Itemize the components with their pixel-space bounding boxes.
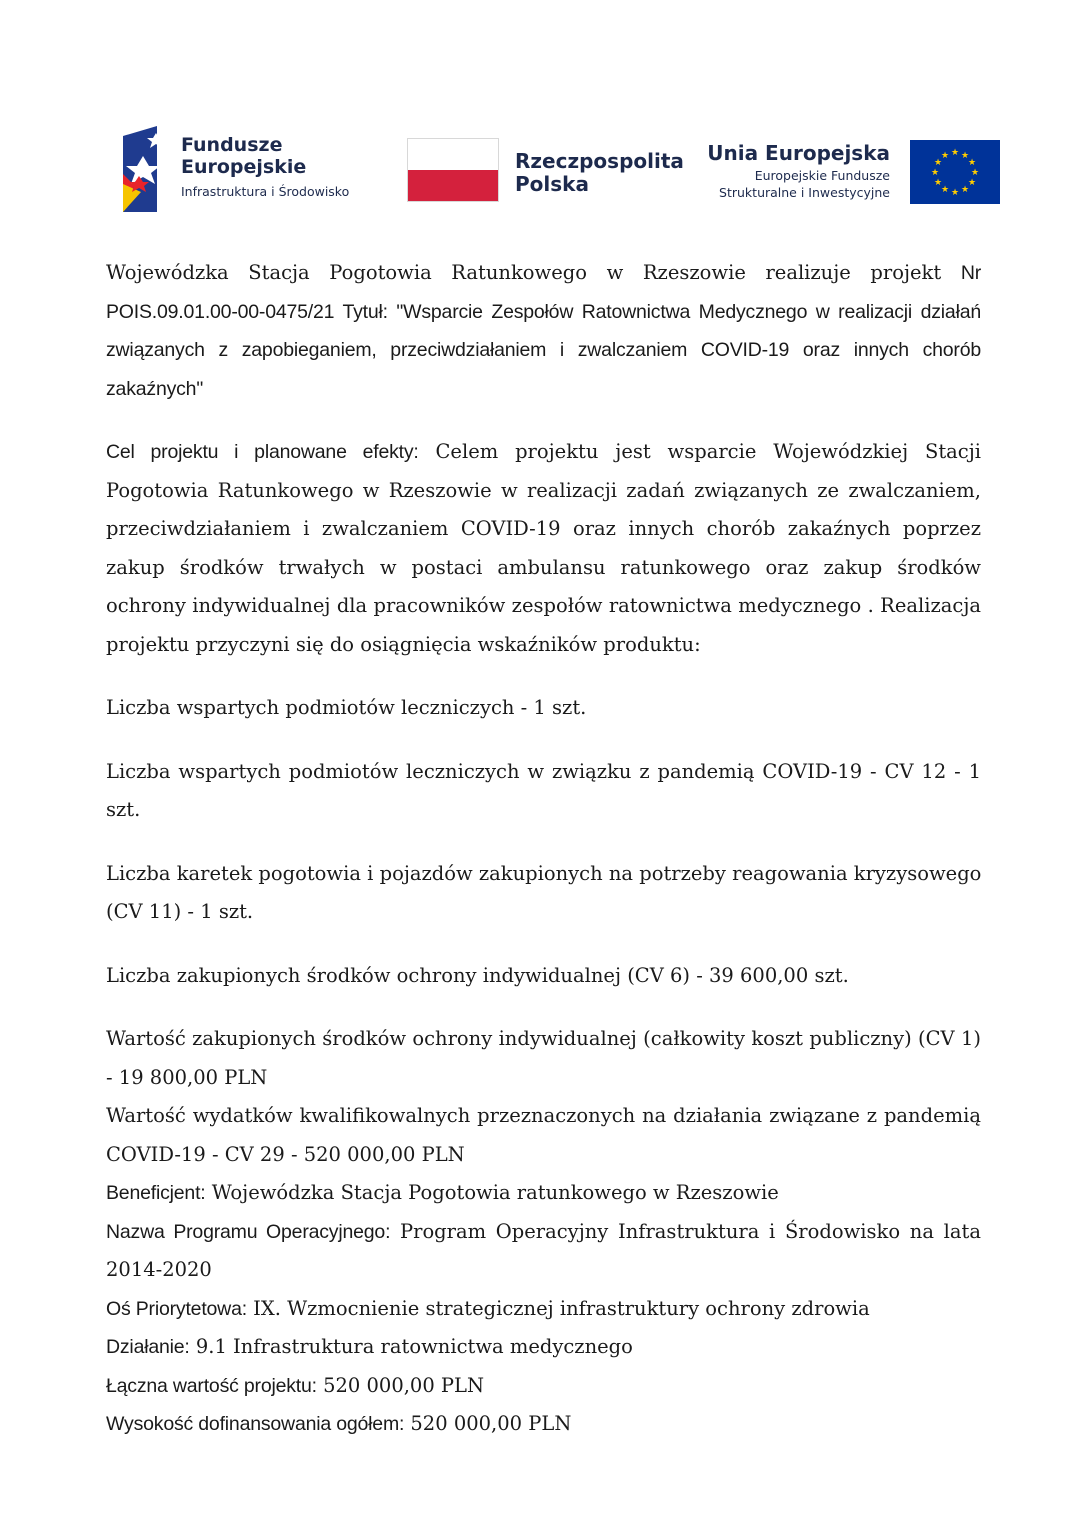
svg-text:★: ★ — [967, 158, 977, 168]
rp-logo-line1: Rzeczpospolita — [515, 149, 684, 173]
axis-line — [106, 1290, 981, 1329]
axis-label: Oś Priorytetowa: — [106, 1297, 247, 1320]
svg-text:★: ★ — [940, 185, 950, 195]
svg-text:★: ★ — [960, 185, 970, 195]
svg-text:★: ★ — [967, 178, 977, 188]
ue-logo-line1: Unia Europejska — [707, 141, 890, 165]
indicator-6: Wartość wydatków kwalifikowalnych przeznaczonych na działania związane z pandemią COVID-19 - CV 29 - 520 000,00 PLN — [106, 1104, 981, 1166]
svg-text:★: ★ — [930, 168, 940, 178]
funding-line — [106, 1405, 981, 1444]
funding-amount: 520 000,00 PLN — [404, 1412, 572, 1435]
intro-paragraph — [106, 254, 981, 408]
indicator-2: Liczba wspartych podmiotów leczniczych w związku z pandemią COVID-19 - CV 12 - 1 szt. — [106, 759, 981, 821]
indicator-1: Liczba wspartych podmiotów leczniczych - 1 szt. — [106, 696, 587, 719]
total-value-amount: 520 000,00 PLN — [316, 1373, 485, 1397]
svg-text:★: ★ — [950, 148, 960, 158]
beneficiary-line — [106, 1174, 981, 1213]
indicator-3a: Liczba karetek pogotowia i pojazdów zakupionych na potrzeby reagowania kryzysowego — [106, 861, 982, 885]
ue-logo-line2: Europejskie Fundusze — [754, 168, 890, 183]
beneficiary-value: Wojewódzka Stacja Pogotowia ratunkowego w Rzeszowie — [205, 1181, 779, 1204]
project-title: Nr POIS.09.01.00-00-0475/21 Tytuł: "Wsparcie Zespołów Ratownictwa Medycznego w realizacji działań związanych z zapobieganiem, przeciwdziałaniem i zwalczaniem COVID-19 oraz innych chorób zakaźnych" — [106, 262, 981, 400]
fe-logo-line3: Infrastruktura i Środowisko — [181, 184, 350, 199]
program-value: Program Operacyjny Infrastruktura i Środowisko na lata 2014-2020 — [106, 1219, 981, 1281]
fundusze-europejskie-logo — [123, 126, 358, 212]
program-label: Nazwa Programu Operacyjnego: — [106, 1220, 391, 1243]
svg-text:★: ★ — [933, 178, 943, 188]
fe-logo-line2: Europejskie — [181, 156, 307, 178]
rzeczpospolita-polska-logo — [407, 138, 684, 206]
fe-logo-line1: Fundusze — [181, 134, 283, 156]
goal-paragraph — [106, 433, 981, 664]
unia-europejska-logo — [707, 138, 1000, 206]
stars-flag-icon — [123, 126, 167, 212]
total-value-line — [106, 1367, 981, 1406]
axis-value: IX. Wzmocnienie strategicznej infrastruktury ochrony zdrowia — [246, 1296, 870, 1320]
funding-label: Wysokość dofinansowania ogółem: — [106, 1413, 405, 1435]
document-body — [106, 254, 981, 1444]
intro-text: Wojewódzka Stacja Pogotowia Ratunkowego w Rzeszowie realizuje projekt — [106, 261, 942, 284]
ue-logo-line3: Strukturalne i Inwestycyjne — [719, 185, 890, 200]
program-line — [106, 1213, 981, 1290]
action-label: Działanie: — [106, 1336, 190, 1358]
action-value: 9.1 Infrastruktura ratownictwa medycznego — [189, 1335, 633, 1358]
svg-text:★: ★ — [950, 188, 960, 198]
indicator-5: Wartość zakupionych środków ochrony indywidualnej (całkowity koszt publiczny) (CV 1) - 19 800,00 PLN — [106, 1027, 981, 1089]
goal-text: Celem projektu jest wsparcie Wojewódzkiej Stacji Pogotowia Ratunkowego w Rzeszowie w realizacji zadań związanych ze zwalczaniem, przeciwdziałaniem i zwalczaniem COVID-19 oraz innych chorób zakaźnych poprzez zakup środków trwałych w postaci ambulansu ratunkowego oraz zakup środków ochrony indywidualnej dla pracowników zespołów ratownictwa medycznego . Realizacja projektu przyczyni się do osiągnięcia wskaźników produktu: — [106, 440, 981, 656]
polish-flag-icon — [407, 138, 499, 202]
svg-text:★: ★ — [970, 168, 980, 178]
action-line — [106, 1328, 981, 1367]
goal-label: Cel projektu i planowane efekty: — [106, 441, 419, 463]
rp-logo-line2: Polska — [515, 172, 589, 196]
indicator-3b: (CV 11) - 1 szt. — [106, 900, 254, 923]
svg-text:★: ★ — [933, 158, 943, 168]
svg-text:★: ★ — [940, 151, 950, 161]
eu-flag-icon — [910, 140, 1000, 204]
indicator-4: Liczba zakupionych środków ochrony indywidualnej (CV 6) - 39 600,00 szt. — [106, 963, 849, 987]
logo-bar — [0, 126, 1086, 216]
total-value-label: Łączna wartość projektu: — [106, 1374, 317, 1397]
beneficiary-label: Beneficjent: — [106, 1182, 206, 1204]
svg-text:★: ★ — [960, 151, 970, 161]
